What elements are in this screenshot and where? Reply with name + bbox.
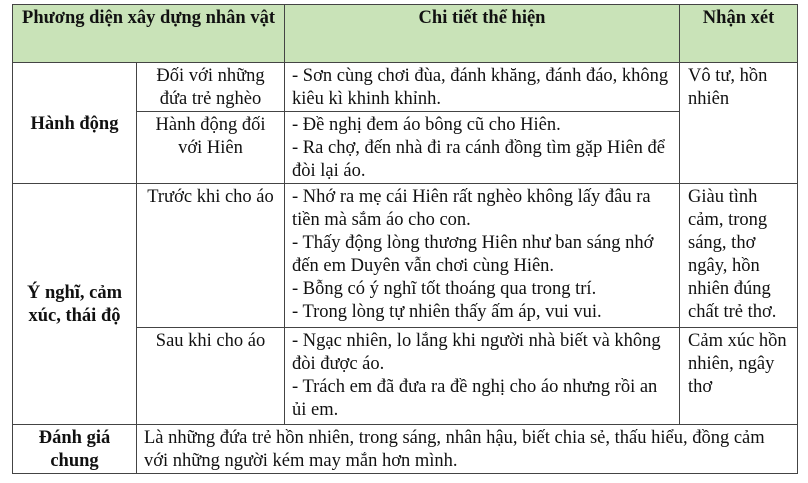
aspect-cell: Đối với những đứa trẻ nghèo (137, 63, 285, 112)
detail-line: - Nhớ ra mẹ cái Hiên rất nghèo không lấy đâu ra tiền mà sắm áo cho con. (292, 187, 651, 230)
detail-line: - Trong lòng tự nhiên thấy ấm áp, vui vui. (292, 302, 602, 322)
aspect-cell: Trước khi cho áo (137, 184, 285, 328)
comment-cell: Vô tư, hồn nhiên (680, 63, 798, 184)
detail-line: - Ngạc nhiên, lo lắng khi người nhà biết và không đòi được áo. (292, 331, 661, 374)
comment-cell: Giàu tình cảm, trong sáng, thơ ngây, hồn nhiên đúng chất trẻ thơ. (680, 184, 798, 328)
summary-text: Là những đứa trẻ hồn nhiên, trong sáng, nhân hậu, biết chia sẻ, thấu hiểu, đồng cảm với những người kém may mắn hơn mình. (137, 425, 798, 474)
table-row (13, 184, 798, 328)
details-cell (285, 63, 680, 112)
group-label-actions: Hành động (13, 63, 137, 184)
detail-line: - Ra chợ, đến nhà đi ra cánh đồng tìm gặp Hiên để đòi lại áo. (292, 138, 666, 181)
header-comment: Nhận xét (680, 5, 798, 63)
detail-line: - Sơn cùng chơi đùa, đánh khăng, đánh đáo, không kiêu kì khinh khỉnh. (292, 66, 669, 109)
details-cell (285, 184, 680, 328)
header-row (13, 5, 798, 63)
details-cell (285, 328, 680, 425)
details-cell (285, 112, 680, 184)
summary-label: Đánh giá chung (13, 425, 137, 474)
character-analysis-table (12, 4, 798, 474)
detail-line: - Thấy động lòng thương Hiên như ban sáng nhớ đến em Duyên vẫn chơi cùng Hiên. (292, 233, 654, 276)
aspect-cell: Hành động đối với Hiên (137, 112, 285, 184)
comment-cell: Cảm xúc hồn nhiên, ngây thơ (680, 328, 798, 425)
summary-row (13, 425, 798, 474)
group-label-thoughts: Ý nghĩ, cảm xúc, thái độ (13, 184, 137, 425)
header-details: Chi tiết thể hiện (285, 5, 680, 63)
detail-line: - Đề nghị đem áo bông cũ cho Hiên. (292, 115, 561, 135)
header-aspect: Phương diện xây dựng nhân vật (13, 5, 285, 63)
table-row (13, 63, 798, 112)
detail-line: - Trách em đã đưa ra đề nghị cho áo nhưng rồi an ủi em. (292, 377, 658, 420)
detail-line: - Bỗng có ý nghĩ tốt thoáng qua trong trí. (292, 279, 597, 299)
aspect-cell: Sau khi cho áo (137, 328, 285, 425)
